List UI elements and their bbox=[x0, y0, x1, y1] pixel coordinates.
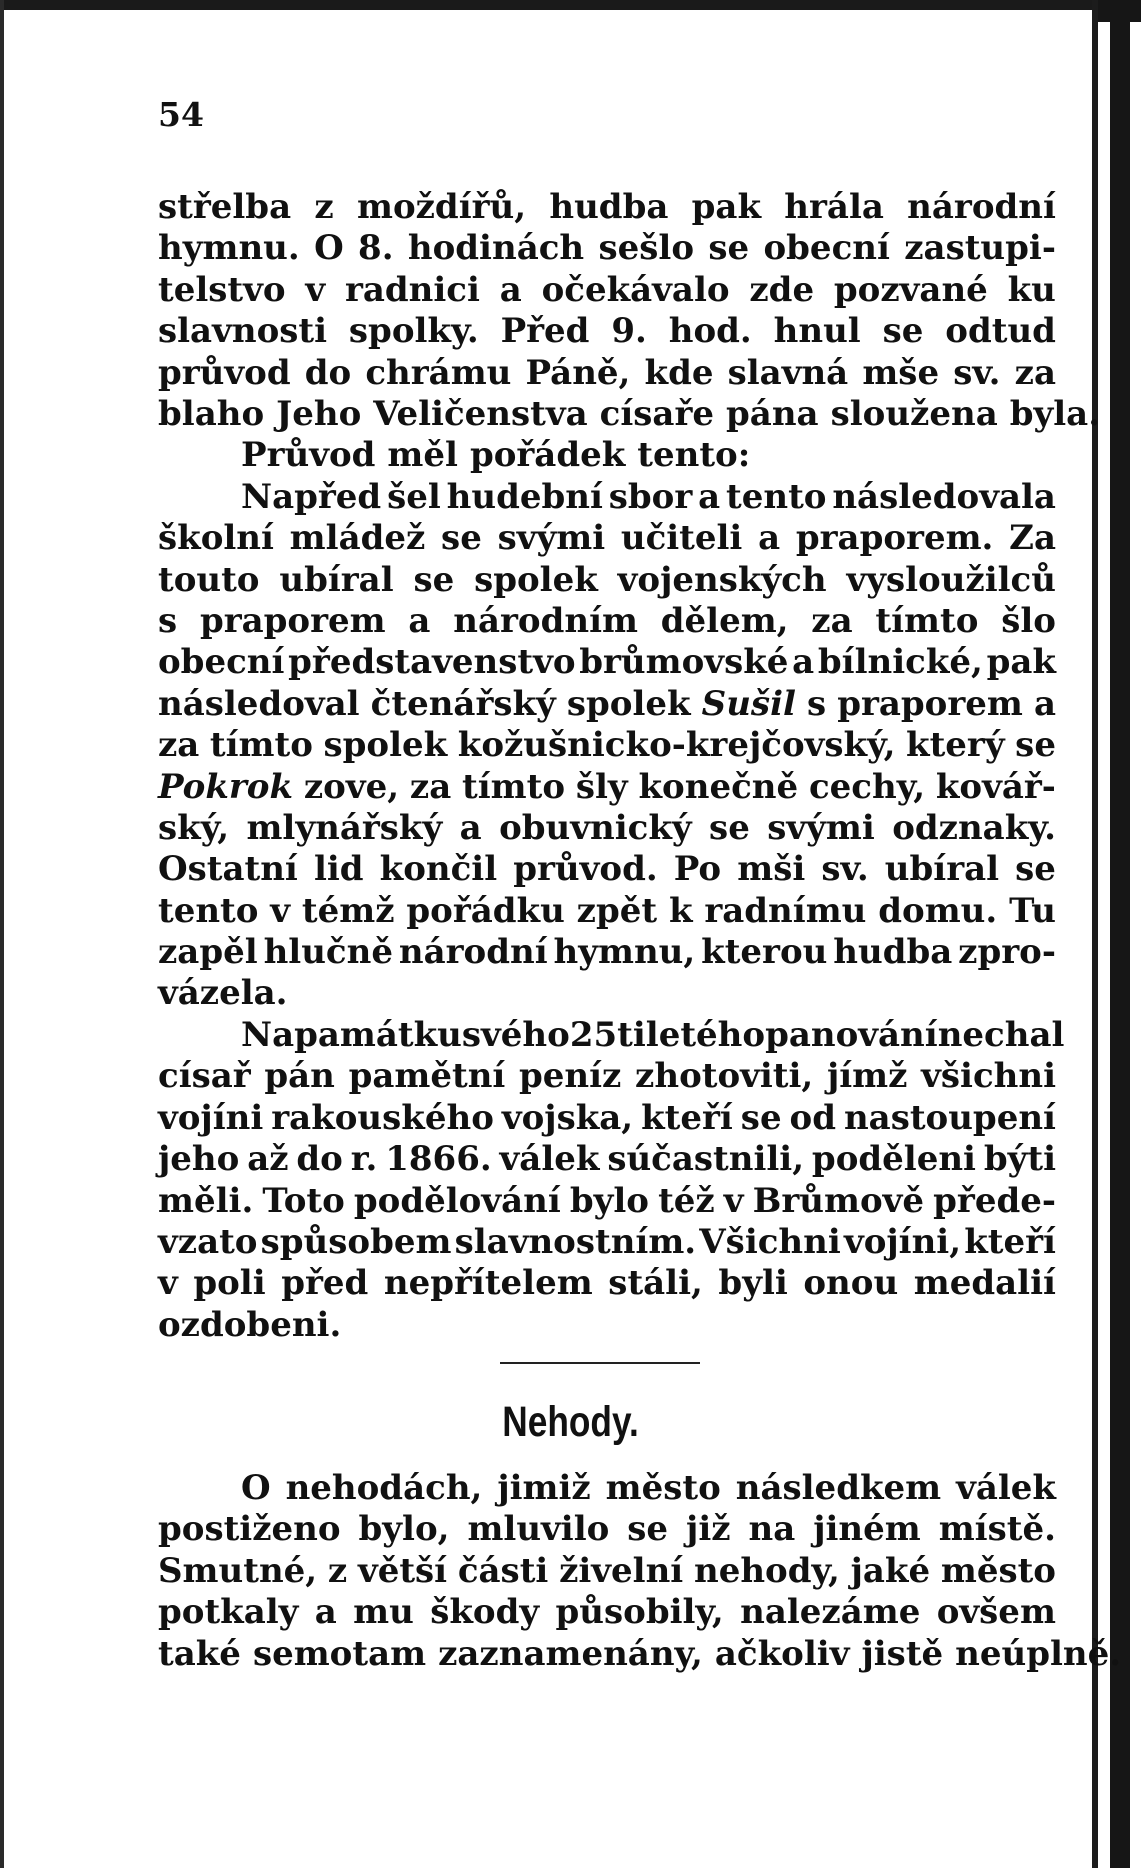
word: tento bbox=[726, 476, 827, 517]
word: představenstvo bbox=[288, 642, 576, 683]
word: pána bbox=[726, 393, 819, 434]
word: blaho bbox=[158, 393, 265, 434]
word: spolky. bbox=[348, 311, 479, 352]
text-line bbox=[158, 891, 1056, 932]
word: Jeho bbox=[276, 393, 362, 434]
word: slavnostním. bbox=[454, 1221, 697, 1262]
word: tento: bbox=[637, 435, 751, 476]
text-line bbox=[158, 1468, 1056, 1509]
word: se bbox=[708, 228, 750, 269]
word: brůmovské bbox=[579, 642, 789, 683]
word: vojíni bbox=[158, 1097, 264, 1138]
procession-order-intro bbox=[158, 435, 1056, 476]
word: nepřítelem bbox=[383, 1263, 593, 1304]
text-line bbox=[158, 1139, 1056, 1180]
word: měli. bbox=[158, 1180, 254, 1221]
word: vojíni, bbox=[843, 1221, 962, 1262]
text-line bbox=[158, 477, 1056, 518]
text-line bbox=[158, 1181, 1056, 1222]
word: lid bbox=[313, 849, 364, 890]
word: radnímu bbox=[704, 890, 867, 931]
word: následoval bbox=[158, 683, 360, 724]
word: větší bbox=[357, 1550, 448, 1591]
word: O bbox=[314, 228, 344, 269]
word: jímž bbox=[826, 1056, 908, 1097]
word: a bbox=[314, 1592, 337, 1633]
word: mši bbox=[737, 849, 806, 890]
word: do bbox=[296, 1139, 343, 1180]
word: tímto bbox=[875, 600, 979, 641]
word: onou bbox=[803, 1263, 899, 1304]
word: mlynářský bbox=[246, 807, 443, 848]
word: spůsobem bbox=[260, 1221, 452, 1262]
paragraph-ceremony bbox=[158, 187, 1101, 435]
word: sloužena bbox=[830, 393, 998, 434]
word: odtud bbox=[945, 311, 1056, 352]
word: z bbox=[314, 187, 334, 227]
word: chrámu bbox=[365, 352, 512, 393]
text-line bbox=[158, 1305, 1056, 1346]
word: šlo bbox=[1001, 600, 1056, 641]
word: a bbox=[1033, 683, 1056, 724]
scan-binding-shadow bbox=[1110, 0, 1130, 1868]
word: až bbox=[247, 1139, 289, 1180]
word: ozdobeni. bbox=[158, 1304, 342, 1345]
word: a bbox=[758, 518, 781, 559]
text-line bbox=[158, 849, 1056, 890]
word: Sušil bbox=[701, 683, 796, 724]
word: císaře bbox=[599, 393, 715, 434]
word: vojska, bbox=[501, 1097, 634, 1138]
word: a bbox=[408, 600, 431, 641]
word: hudební bbox=[446, 476, 603, 517]
word: části bbox=[457, 1550, 549, 1591]
text-line bbox=[158, 1551, 1056, 1592]
word: národní bbox=[907, 187, 1056, 227]
word: sešlo bbox=[598, 228, 695, 269]
word: bílnické, bbox=[817, 642, 983, 683]
word: r. bbox=[350, 1139, 378, 1180]
word: jeho bbox=[158, 1139, 240, 1180]
word: střelba bbox=[158, 187, 292, 227]
word: na bbox=[748, 1509, 796, 1550]
word: svými bbox=[497, 518, 606, 559]
word: přede- bbox=[933, 1180, 1056, 1221]
word: spolek bbox=[474, 559, 598, 600]
word: všichni bbox=[921, 1056, 1056, 1097]
word: pořádku bbox=[406, 890, 565, 931]
word: spolek bbox=[323, 725, 448, 766]
word: vysloužilců bbox=[846, 559, 1056, 600]
word: živelní bbox=[559, 1550, 684, 1591]
word: k bbox=[668, 890, 693, 931]
word: kteří bbox=[964, 1221, 1056, 1262]
word: jimiž bbox=[497, 1468, 591, 1508]
scan-left-edge bbox=[0, 0, 4, 1868]
word: 1866. bbox=[385, 1139, 492, 1180]
word: a bbox=[792, 642, 815, 683]
word: Pokrok bbox=[158, 766, 294, 807]
word: zastupi- bbox=[904, 228, 1056, 269]
word: v bbox=[158, 1263, 178, 1304]
word: jaké bbox=[850, 1550, 931, 1591]
word: hymnu. bbox=[158, 228, 300, 269]
word: a bbox=[698, 476, 721, 517]
word: Na bbox=[241, 1015, 295, 1055]
word: tímto bbox=[209, 725, 313, 766]
text-line bbox=[158, 1263, 1056, 1304]
text-line bbox=[158, 518, 1056, 559]
word: domu. bbox=[878, 890, 998, 931]
word: pak bbox=[691, 187, 762, 227]
word: se bbox=[1015, 725, 1056, 766]
word: hod. bbox=[668, 311, 752, 352]
word: slavná bbox=[727, 352, 849, 393]
word: kde bbox=[644, 352, 714, 393]
page-number: 54 bbox=[158, 95, 204, 134]
word: jiném bbox=[813, 1509, 921, 1550]
word: kovář- bbox=[935, 766, 1056, 807]
word: do bbox=[304, 352, 352, 393]
word: Brůmově bbox=[752, 1180, 925, 1221]
word: medalií bbox=[913, 1263, 1056, 1304]
word: bylo bbox=[569, 1180, 649, 1221]
paragraph-medal bbox=[158, 1015, 1065, 1346]
word: Veličenstva bbox=[373, 393, 588, 434]
word: pozvané bbox=[833, 269, 988, 310]
word: ubíral bbox=[884, 849, 1000, 890]
text-line bbox=[158, 435, 1056, 476]
word: v bbox=[723, 1180, 744, 1221]
text-line bbox=[158, 187, 1056, 228]
word: již bbox=[686, 1509, 731, 1550]
word: postiženo bbox=[158, 1509, 341, 1550]
word: průvod. bbox=[513, 849, 658, 890]
text-line bbox=[158, 270, 1056, 311]
word: památku bbox=[294, 1015, 462, 1055]
word: kterou bbox=[701, 932, 828, 973]
word: Smutné, bbox=[158, 1550, 318, 1591]
text-line bbox=[158, 1056, 1056, 1097]
word: kteří bbox=[641, 1097, 733, 1138]
word: vojenských bbox=[617, 559, 827, 600]
word: hodinách bbox=[407, 228, 585, 269]
section-divider bbox=[500, 1362, 700, 1364]
word: mše bbox=[862, 352, 940, 393]
word: a bbox=[499, 269, 522, 310]
word: telstvo bbox=[158, 269, 286, 310]
word: Průvod bbox=[241, 435, 376, 476]
word: hnul bbox=[773, 311, 861, 352]
word: pán bbox=[264, 1056, 335, 1097]
word: hrála bbox=[784, 187, 884, 227]
text-line bbox=[158, 393, 1101, 435]
word: súčastnili, bbox=[607, 1139, 805, 1180]
word: pamětní bbox=[348, 1056, 506, 1097]
word: praporem. bbox=[795, 518, 994, 559]
word: působily, bbox=[555, 1592, 724, 1633]
text-line bbox=[158, 1592, 1056, 1633]
word: sv. bbox=[821, 849, 869, 890]
word: hlučně bbox=[263, 932, 393, 973]
word: odznaky. bbox=[892, 807, 1056, 848]
word: zapěl bbox=[158, 932, 258, 973]
text-line bbox=[158, 1633, 1122, 1675]
word: sv. bbox=[953, 352, 1001, 393]
word: cechy, bbox=[808, 766, 926, 807]
word: potkaly bbox=[158, 1592, 299, 1633]
word: zove, bbox=[303, 766, 400, 807]
word: obuvnický bbox=[499, 807, 692, 848]
word: za bbox=[811, 600, 853, 641]
text-line bbox=[158, 1509, 1056, 1550]
word: též bbox=[658, 1180, 715, 1221]
word: ovšem bbox=[936, 1592, 1056, 1633]
paragraph-accidents bbox=[158, 1468, 1122, 1675]
word: podělování bbox=[353, 1180, 561, 1221]
word: býti bbox=[983, 1139, 1056, 1180]
word: s bbox=[806, 683, 827, 724]
word: se bbox=[627, 1509, 669, 1550]
word: nechal bbox=[937, 1015, 1065, 1055]
word: šel bbox=[387, 476, 441, 517]
word: se bbox=[441, 518, 482, 559]
text-line bbox=[158, 973, 1056, 1014]
word: z bbox=[327, 1550, 348, 1591]
word: škody bbox=[430, 1592, 540, 1633]
word: v bbox=[305, 269, 326, 310]
word: pořádek bbox=[469, 435, 626, 476]
word: následkem bbox=[735, 1468, 942, 1508]
word: tímto bbox=[462, 766, 566, 807]
word: následovala bbox=[832, 476, 1056, 517]
word: který bbox=[906, 725, 1005, 766]
text-line bbox=[158, 353, 1056, 394]
text-line bbox=[158, 601, 1056, 642]
word: byla. bbox=[1009, 393, 1101, 434]
word: za bbox=[1014, 352, 1056, 393]
word: a bbox=[459, 807, 482, 848]
text-line bbox=[158, 1015, 1065, 1056]
word: místě. bbox=[938, 1509, 1056, 1550]
word: dělem, bbox=[660, 600, 789, 641]
word: rakouského bbox=[271, 1097, 494, 1138]
text-line bbox=[158, 1222, 1056, 1263]
word: se bbox=[709, 807, 750, 848]
word: s bbox=[158, 600, 178, 641]
word: tento bbox=[158, 890, 259, 931]
word: témž bbox=[301, 890, 395, 931]
word: také bbox=[158, 1633, 241, 1674]
word: poli bbox=[193, 1263, 266, 1304]
word: čtenářský bbox=[370, 683, 556, 724]
word: moždířů, bbox=[356, 187, 527, 227]
text-line bbox=[158, 808, 1056, 849]
word: Páně, bbox=[525, 352, 631, 393]
word: peníz bbox=[519, 1056, 622, 1097]
text-line bbox=[158, 1098, 1056, 1139]
word: mládež bbox=[289, 518, 426, 559]
word: Toto bbox=[262, 1180, 345, 1221]
word: se bbox=[413, 559, 455, 600]
word: ubíral bbox=[279, 559, 394, 600]
text-line bbox=[158, 932, 1056, 973]
word: učiteli bbox=[620, 518, 743, 559]
text-line bbox=[158, 642, 1056, 683]
word: praporem bbox=[199, 600, 386, 641]
word: válek bbox=[956, 1468, 1056, 1508]
word: bylo, bbox=[358, 1509, 450, 1550]
word: mluvilo bbox=[467, 1509, 610, 1550]
word: sbor bbox=[608, 476, 693, 517]
word: vzato bbox=[158, 1221, 258, 1262]
word: panování bbox=[765, 1015, 938, 1055]
word: za bbox=[409, 766, 452, 807]
word: očekávalo bbox=[541, 269, 730, 310]
word: konečně bbox=[638, 766, 799, 807]
word: před bbox=[281, 1263, 369, 1304]
word: svého bbox=[461, 1015, 570, 1055]
word: 8. bbox=[358, 228, 394, 269]
word: Za bbox=[1009, 518, 1056, 559]
word: obecní bbox=[763, 228, 890, 269]
word: byli bbox=[718, 1263, 788, 1304]
word: Před bbox=[500, 311, 590, 352]
word: v bbox=[270, 890, 291, 931]
word: ský, bbox=[158, 807, 230, 848]
word: císař bbox=[158, 1056, 251, 1097]
word: Po bbox=[673, 849, 722, 890]
word: město bbox=[940, 1550, 1056, 1591]
word: Ostatní bbox=[158, 849, 298, 890]
word: nehodách, bbox=[285, 1468, 483, 1508]
word: pak bbox=[986, 642, 1056, 683]
word: mu bbox=[353, 1592, 414, 1633]
word: národním bbox=[453, 600, 638, 641]
word: zpro- bbox=[958, 932, 1056, 973]
word: zaznamenány, bbox=[438, 1633, 703, 1674]
text-line bbox=[158, 311, 1056, 352]
text-line bbox=[158, 228, 1056, 269]
word: Tu bbox=[1009, 890, 1056, 931]
word: nastoupení bbox=[843, 1097, 1056, 1138]
scan-top-edge bbox=[0, 0, 1141, 10]
word: za bbox=[158, 725, 200, 766]
word: neúplně. bbox=[955, 1633, 1122, 1674]
paragraph-procession bbox=[158, 477, 1056, 1015]
word: zhotoviti, bbox=[635, 1056, 814, 1097]
word: se bbox=[740, 1097, 782, 1138]
word: školní bbox=[158, 518, 274, 559]
word: se bbox=[1015, 849, 1056, 890]
word: zde bbox=[749, 269, 815, 310]
word: 9. bbox=[611, 311, 647, 352]
word: praporem bbox=[837, 683, 1023, 724]
word: Všichni bbox=[699, 1221, 841, 1262]
scan-right-edge bbox=[1092, 0, 1098, 1868]
word: O bbox=[241, 1468, 271, 1508]
word: slavnosti bbox=[158, 311, 328, 352]
text-line bbox=[158, 725, 1056, 766]
word: stáli, bbox=[608, 1263, 703, 1304]
word: končil bbox=[379, 849, 498, 890]
word: 25tiletého bbox=[569, 1015, 766, 1055]
word: hymnu, bbox=[553, 932, 696, 973]
word: radnici bbox=[344, 269, 480, 310]
word: poděleni bbox=[811, 1139, 976, 1180]
word: město bbox=[605, 1468, 721, 1508]
scan-corner-shadow bbox=[1098, 0, 1141, 22]
word: hudba bbox=[549, 187, 669, 227]
word: semotam bbox=[252, 1633, 427, 1674]
word: touto bbox=[158, 559, 260, 600]
text-line bbox=[158, 767, 1056, 808]
text-line bbox=[158, 560, 1056, 601]
word: obecní bbox=[158, 642, 285, 683]
word: od bbox=[789, 1097, 836, 1138]
word: spolek bbox=[566, 683, 691, 724]
word: nehody, bbox=[693, 1550, 840, 1591]
word: svými bbox=[767, 807, 875, 848]
word: nalezáme bbox=[740, 1592, 921, 1633]
text-line bbox=[158, 684, 1056, 725]
section-heading: Nehody. bbox=[502, 1398, 639, 1446]
word: ku bbox=[1007, 269, 1056, 310]
word: kožušnicko-krejčovský, bbox=[457, 725, 896, 766]
word: průvod bbox=[158, 352, 291, 393]
word: šly bbox=[575, 766, 628, 807]
word: válek bbox=[499, 1139, 600, 1180]
word: měl bbox=[387, 435, 458, 476]
word: Napřed bbox=[241, 476, 382, 517]
word: ačkoliv bbox=[714, 1633, 850, 1674]
word: vázela. bbox=[158, 973, 288, 1014]
word: hudba bbox=[833, 932, 953, 973]
word: se bbox=[882, 311, 924, 352]
word: národní bbox=[398, 932, 548, 973]
word: jistě bbox=[861, 1633, 944, 1674]
word: zpět bbox=[576, 890, 658, 931]
